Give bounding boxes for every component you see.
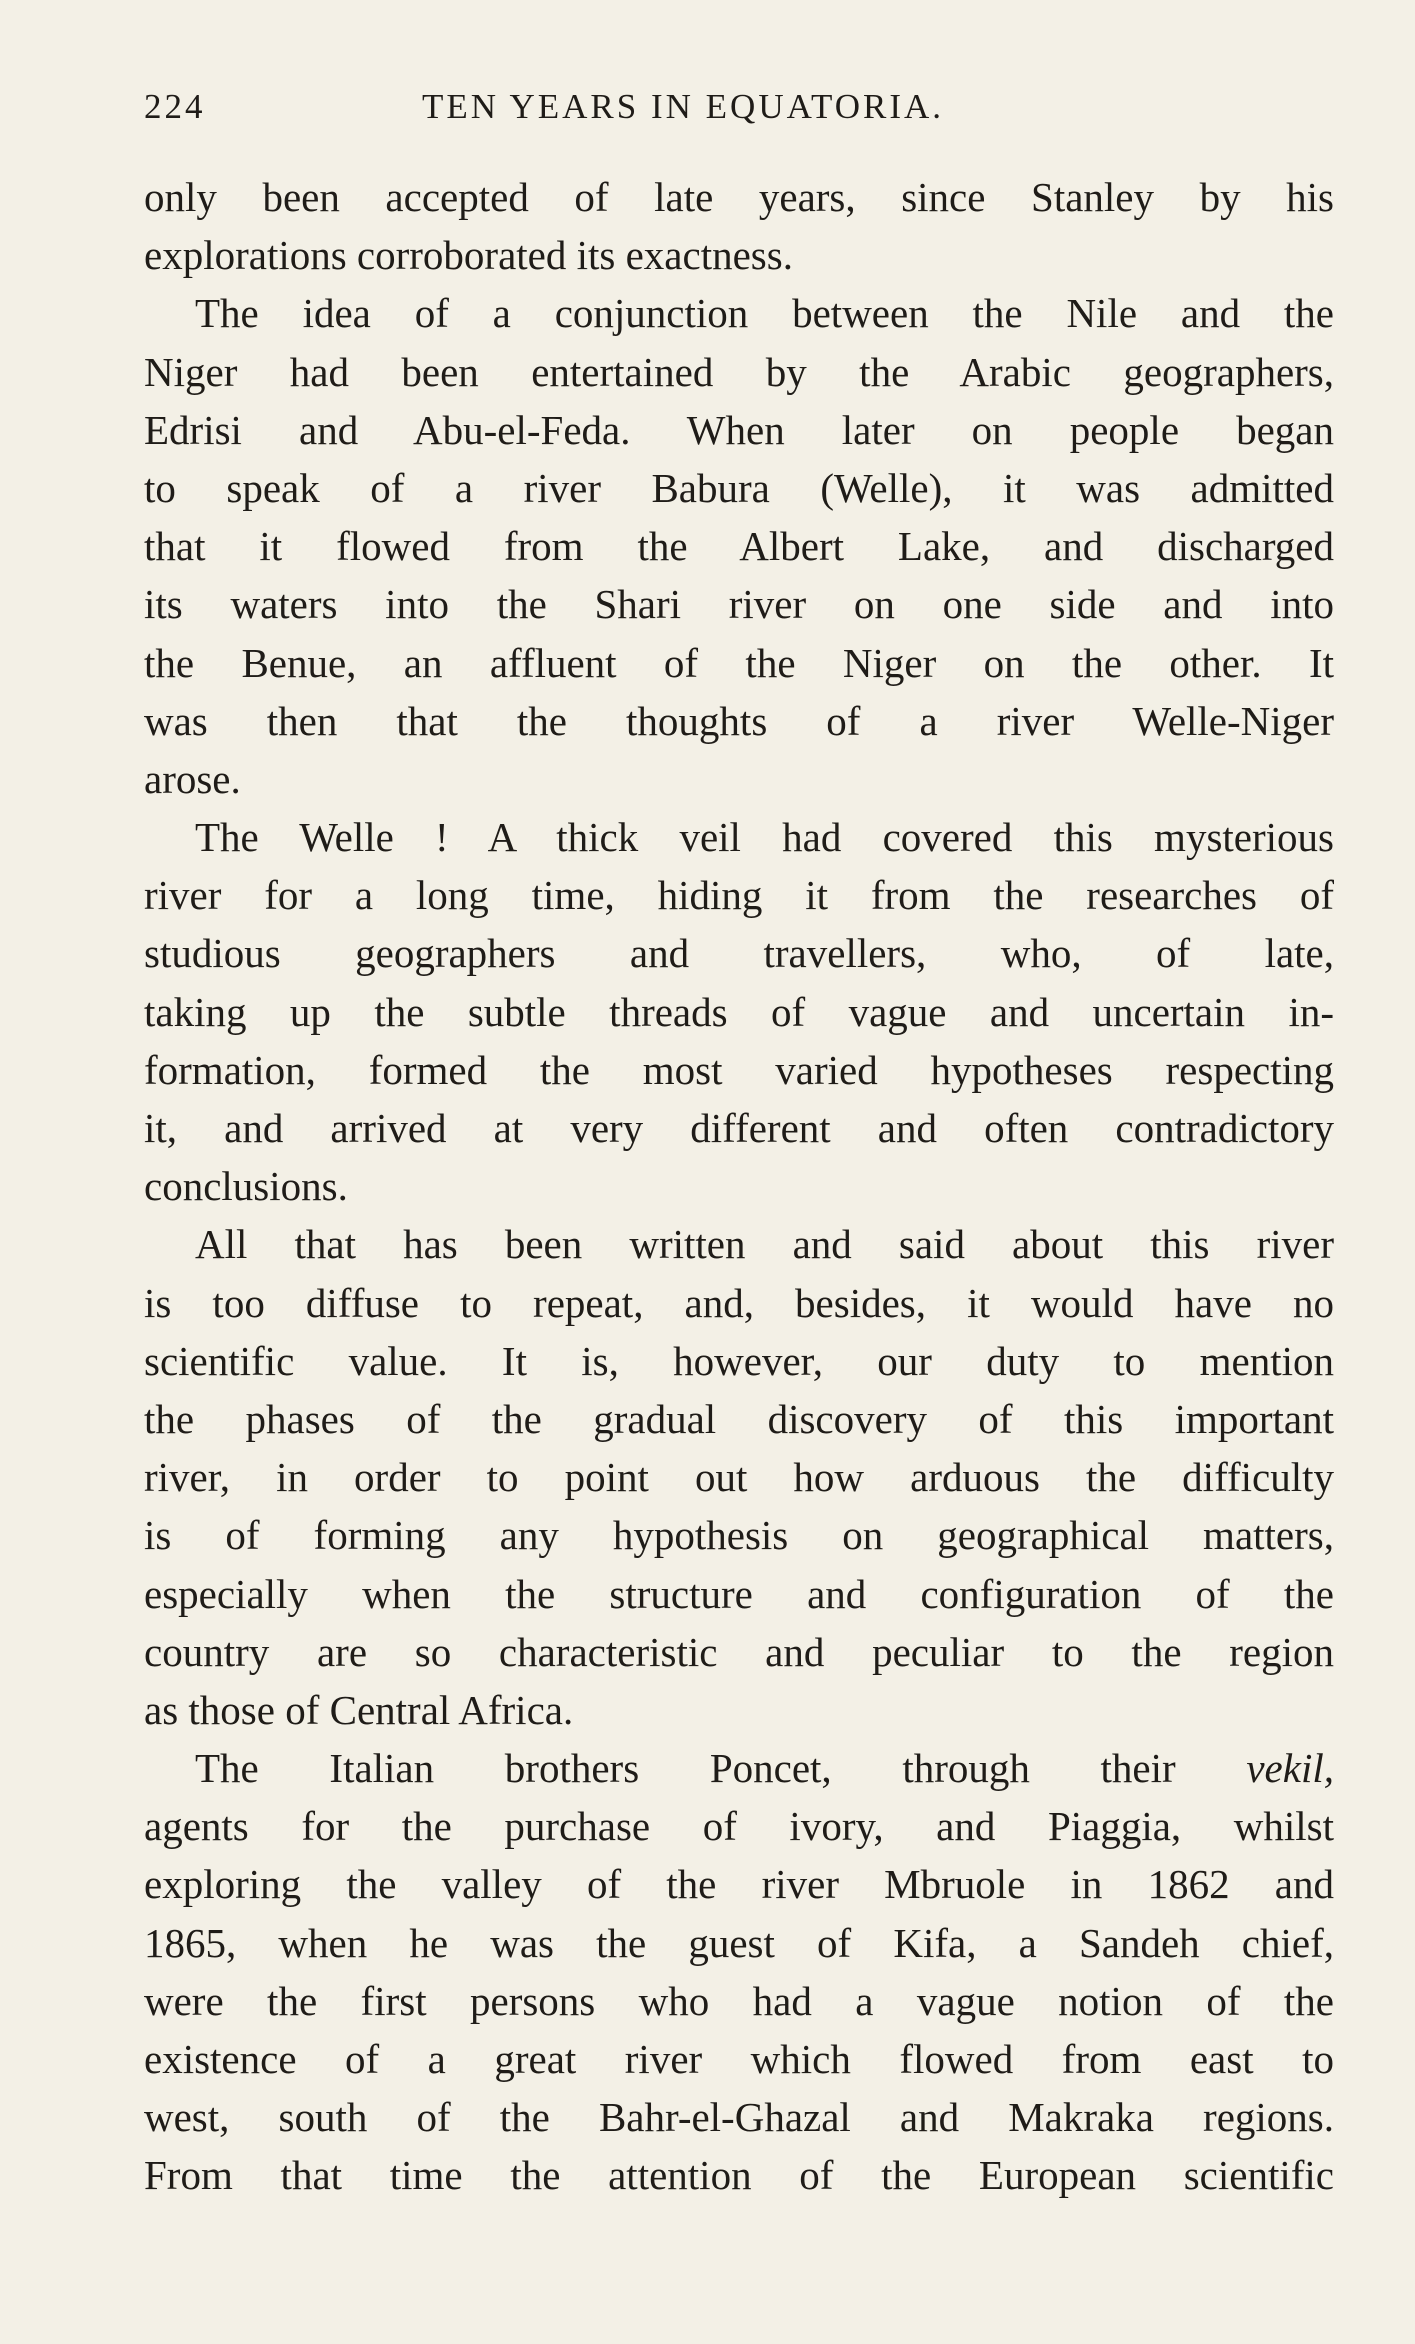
text-line: is of forming any hypothesis on geographical matters, <box>144 1512 1334 1559</box>
paragraph-start-line: All that has been written and said about this river <box>195 1221 1334 1268</box>
text-line: From that time the attention of the European scientific <box>144 2152 1334 2199</box>
text-line: exploring the valley of the river Mbruole in 1862 and <box>144 1861 1334 1908</box>
text-line: formation, formed the most varied hypotheses respecting <box>144 1046 1334 1093</box>
text-line: it, and arrived at very different and often contradictory <box>144 1105 1334 1151</box>
paragraph-start-line <box>144 1739 1334 1797</box>
text-line: river, in order to point out how arduous the difficulty <box>144 1454 1334 1501</box>
text-line: west, south of the Bahr-el-Ghazal and Makraka regions. <box>144 2094 1334 2141</box>
text-line: studious geographers and travellers, who, of late, <box>144 930 1334 977</box>
paragraph-start-line: The idea of a conjunction between the Nile and the <box>195 290 1334 337</box>
text-line: 1865, when he was the guest of Kifa, a Sandeh chief, <box>144 1919 1334 1966</box>
text-line: river for a long time, hiding it from the researches of <box>144 872 1334 919</box>
text-line: the Benue, an affluent of the Niger on the other. It <box>144 639 1334 686</box>
paragraph-start-line: The Welle ! A thick veil had covered this mysterious <box>195 814 1334 861</box>
text-line: existence of a great river which flowed from east to <box>144 2036 1334 2082</box>
text-line: as those of Central Africa. <box>144 1686 574 1733</box>
page-number: 224 <box>144 87 206 126</box>
text-segment: The Italian brothers Poncet, through their <box>195 1745 1247 1792</box>
text-line: were the first persons who had a vague notion of the <box>144 1977 1334 2024</box>
text-line: conclusions. <box>144 1163 348 1210</box>
text-line: country are so characteristic and peculiar to the region <box>144 1628 1334 1675</box>
text-line: to speak of a river Babura (Welle), it was admitted <box>144 464 1334 511</box>
text-line: agents for the purchase of ivory, and Piaggia, whilst <box>144 1803 1334 1850</box>
text-line: taking up the subtle threads of vague and uncertain in- <box>144 988 1334 1035</box>
body-text <box>144 168 1334 2205</box>
text-line: was then that the thoughts of a river Welle-Niger <box>144 697 1334 744</box>
italic-term: vekil, <box>1246 1745 1334 1792</box>
text-line: that it flowed from the Albert Lake, and discharged <box>144 523 1334 570</box>
text-line: is too diffuse to repeat, and, besides, it would have no <box>144 1279 1334 1326</box>
text-line: only been accepted of late years, since Stanley by his <box>144 174 1334 220</box>
running-title: TEN YEARS IN EQUATORIA. <box>422 87 945 126</box>
text-line: especially when the structure and configuration of the <box>144 1570 1334 1617</box>
text-line: Edrisi and Abu-el-Feda. When later on people began <box>144 406 1334 453</box>
page-header <box>144 82 1334 132</box>
text-line: the phases of the gradual discovery of this important <box>144 1395 1334 1442</box>
text-line: arose. <box>144 755 241 802</box>
text-line: its waters into the Shari river on one side and into <box>144 581 1334 628</box>
text-line: scientific value. It is, however, our duty to mention <box>144 1337 1334 1384</box>
text-line: Niger had been entertained by the Arabic geographers, <box>144 348 1334 395</box>
text-line: explorations corroborated its exactness. <box>144 232 793 279</box>
